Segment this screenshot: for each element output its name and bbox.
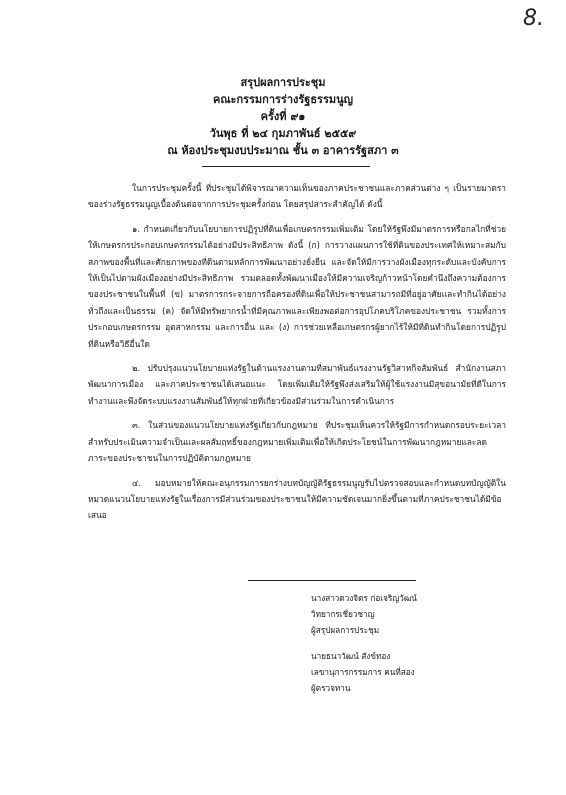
intro-paragraph: ในการประชุมครั้งนี้ ที่ประชุมได้พิจารณาความเห็นของภาคประชาชนและภาคส่วนต่าง ๆ เป็นรายมาตราของร่างรัฐธรรมนูญเบื้องต้นต่อจากการประชุมครั้งก่อน โดยสรุปสาระสำคัญได้ ดังนี้ [88, 183, 506, 210]
document-header [0, 74, 566, 159]
summarizer-name: นางสาวดวงจิตร ก่อเจริญวัฒน์ [311, 593, 417, 603]
signature-divider [248, 580, 416, 581]
page-number: 8. [523, 6, 544, 31]
item-3: ๓. ในส่วนของแนวนโยบายแห่งรัฐเกี่ยวกับกฎหมาย ที่ประชุมเห็นควรให้รัฐมีการกำหนดกรอบระยะเวลาสำหรับประเมินความจำเป็นและผลสัมฤทธิ์ของกฎหมายเพิ่มเติมเพื่อให้เกิดประโยชน์ในการพัฒนากฎหมายและลดภาระของประชาชนในการปฏิบัติตามกฎหมาย [88, 420, 506, 464]
reviewer-name: นายธนาวัฒน์ สังข์ทอง [311, 651, 391, 661]
item-4: ๔. มอบหมายให้คณะอนุกรรมการยกร่างบทบัญญัติรัฐธรรมนูญรับไปตรวจสอบและกำหนดบทบัญญัติในหมวดแนวนโยบายแห่งรัฐในเรื่องการมีส่วนร่วมของประชาชนให้มีความชัดเจนมากยิ่งขึ้นตามที่ภาคประชาชนได้มีข้อเสนอ [88, 477, 506, 521]
header-committee: คณะกรรมการร่างรัฐธรรมนูญ [212, 93, 354, 106]
item-1: ๑. กำหนดเกี่ยวกับนโยบายการปฏิรูปที่ดินเพื่อเกษตรกรรมเพิ่มเติม โดยให้รัฐพึงมีมาตรการหรือกลไกที่ช่วยให้เกษตรกรประกอบเกษตรกรรมได้อย่างมีประสิทธิภาพ ดังนี้ (ก) การวางแผนการใช้ที่ดินของประเทศให้เหมาะสมกับสภาพของพื้นที่และศักยภาพของที่ดินตามหลักการพัฒนาอย่างยั่งยืน และจัดให้มีการวางผังเมืองทุกระดับและบังคับการให้เป็นไปตามผังเมืองอย่างมีประสิทธิภาพ รวมตลอดทั้งพัฒนาเมืองให้มีความเจริญก้าวหน้าโดยคำนึงถึงความต้องการของประชาชนในพื้นที่ (ข) มาตรการกระจายการถือครองที่ดินเพื่อให้ประชาชนสามารถมีที่อยู่อาศัยและทำกินได้อย่างทั่วถึงและเป็นธรรม (ค) จัดให้มีทรัพยากรน้ำที่มีคุณภาพและเพียงพอต่อการอุปโภคบริโภคของประชาชน รวมทั้งการประกอบเกษตรกรรม อุตสาหกรรม และการอื่น และ (ง) การช่วยเหลือเกษตรกรผู้ยากไร้ให้มีที่ดินทำกินโดยการปฏิรูปที่ดินหรือวิธีอื่นใด [88, 223, 506, 349]
reviewer-role: ผู้ตรวจทาน [311, 683, 351, 693]
summarizer-role: ผู้สรุปผลการประชุม [311, 625, 380, 635]
reviewer-position: เลขานุการกรรมการ คนที่สอง [311, 667, 415, 677]
header-session: ครั้งที่ ๙๑ [260, 110, 306, 123]
header-title: สรุปผลการประชุม [240, 76, 326, 89]
header-divider [202, 166, 370, 167]
document-body [88, 180, 506, 532]
item-2: ๒. ปรับปรุงแนวนโยบายแห่งรัฐในด้านแรงงานตามที่สมาพันธ์แรงงานรัฐวิสาหกิจสัมพันธ์ สำนักงานสภาพัฒนาการเมือง และภาคประชาชนได้เสนอแนะ โดยเพิ่มเติมให้รัฐพึงส่งเสริมให้ผู้ใช้แรงงานมีสุขอนามัยที่ดีในการทำงานและพึงจัดระบบแรงงานสัมพันธ์ให้ทุกฝ่ายที่เกี่ยวข้องมีส่วนร่วมในการดำเนินการ [88, 363, 506, 406]
header-date: วันพุธ ที่ ๒๔ กุมภาพันธ์ ๒๕๕๙ [209, 127, 357, 140]
signature-block [311, 590, 531, 696]
header-venue: ณ ห้องประชุมงบประมาณ ชั้น ๓ อาคารรัฐสภา ๓ [167, 144, 399, 157]
summarizer-position: วิทยากรเชี่ยวชาญ [311, 609, 375, 619]
